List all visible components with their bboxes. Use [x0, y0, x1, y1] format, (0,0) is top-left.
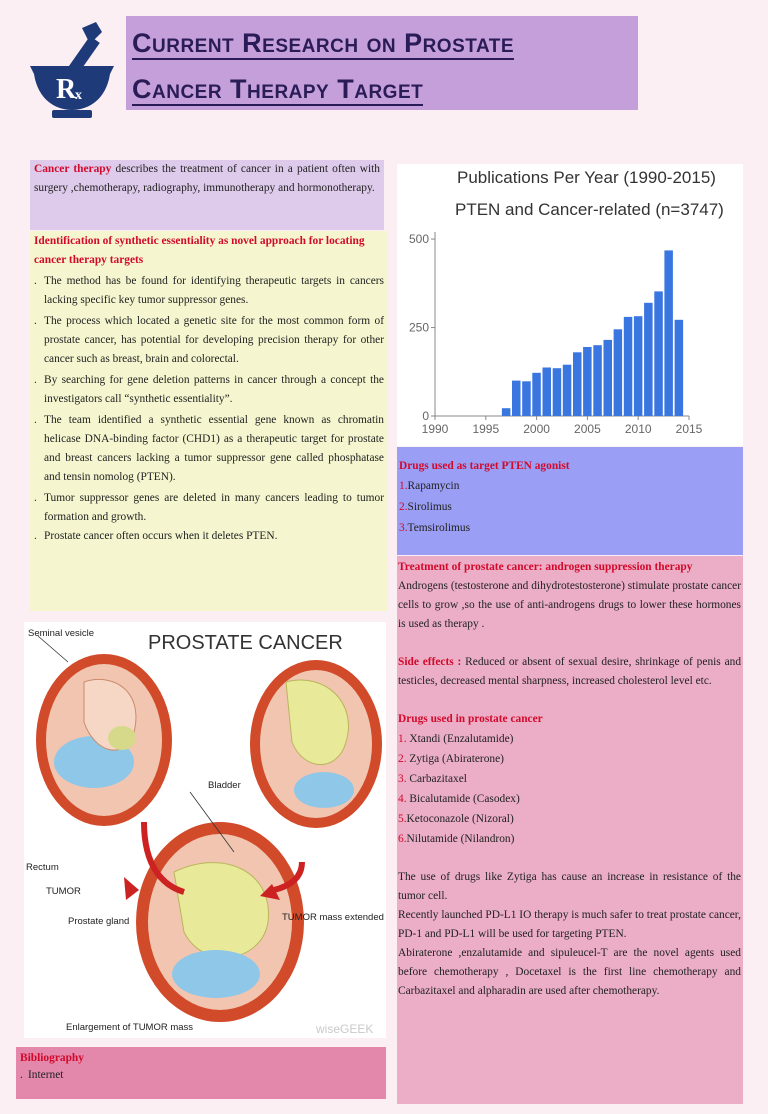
para-2: Recently launched PD-L1 IO therapy is much safer to treat prostate cancer, PD-1 and PD-L1 will be used for targeting PTEN. — [398, 909, 741, 940]
synthetic-heading: Identification of synthetic essentiality as novel approach for locating cancer therapy targets — [34, 235, 365, 266]
drug-item: 2. Zytiga (Abiraterone) — [398, 753, 504, 765]
watermark: wiseGEEK — [316, 1022, 374, 1036]
intro-box — [30, 160, 384, 230]
title-line-1: Current Research on Prostate — [132, 28, 515, 58]
chart-title: Publications Per Year (1990-2015) — [457, 168, 716, 187]
chart-bar — [553, 368, 562, 416]
title-line-2: Cancer Therapy Target — [132, 74, 424, 104]
rx-logo — [22, 22, 122, 122]
chart-bar — [654, 291, 663, 416]
para-3: Abiraterone ,enzalutamide and sipuleucel-T are the novel agents used before chemotherapy , Docetaxel is the first line chemotherapy and Carbazitaxel and alpharadin are used after chemotherapy. — [398, 947, 741, 997]
x-tick-label: 2010 — [624, 422, 652, 436]
treatment-heading: Treatment of prostate cancer: androgen suppression therapy — [398, 561, 693, 573]
chart-bar — [543, 368, 552, 417]
title-banner — [126, 16, 638, 110]
x-tick-label: 1990 — [421, 422, 449, 436]
logo-letter: R — [56, 74, 77, 105]
label-gland: Prostate gland — [68, 916, 130, 927]
chart-bar — [604, 340, 613, 416]
y-tick-label: 0 — [422, 409, 429, 423]
publications-chart — [397, 164, 743, 446]
chart-bar — [583, 347, 592, 416]
treatment-text: Androgens (testosterone and dihydrotestosterone) stimulate prostate cancer cells to grow ,so the use of anti-androgens drugs to lower these hormones is used as therapy . — [398, 580, 741, 630]
drug-item: 3. Carbazitaxel — [398, 773, 467, 785]
drugs-heading: Drugs used in prostate cancer — [398, 713, 543, 725]
bullet-item: . The team identified a synthetic essential gene known as chromatin helicase DNA-binding factor (CHD1) as a therapeutic target for prostate and breast cancers lacking a tumor suppressor gene called phosphatase and tensin nomolog (PTEN). — [34, 414, 384, 483]
bibliography-heading: Bibliography — [20, 1052, 84, 1064]
y-tick-label: 500 — [408, 232, 429, 247]
illus-title: PROSTATE CANCER — [148, 632, 343, 654]
chart-bar — [634, 316, 643, 416]
logo-sub: x — [75, 88, 82, 103]
chart-bar — [624, 317, 633, 416]
x-tick-label: 1995 — [472, 422, 500, 436]
label-rectum: Rectum — [26, 862, 59, 873]
bullet-item: . Tumor suppressor genes are deleted in many cancers leading to tumor formation and growth. — [34, 492, 384, 523]
bullet-item: . The method has be found for identifying therapeutic targets in cancers lacking specific key tumor suppressor genes. — [34, 275, 384, 306]
label-tumor: TUMOR — [46, 886, 81, 897]
chart-bar — [644, 303, 653, 416]
bullet-item: . The process which located a genetic site for the most common form of prostate cancer, has potential for developing precision therapy for other cancer such as breast, brain and colorectal. — [34, 315, 384, 365]
para-1: The use of drugs like Zytiga has cause an increase in resistance of the tumor cell. — [398, 871, 741, 902]
drug-item: 1. Xtandi (Enzalutamide) — [398, 733, 514, 745]
bibliography-item: . Internet — [20, 1069, 64, 1081]
intro-text: describes the treatment of cancer in a patient often with surgery ,chemotherapy, radiography, immunotherapy and hormonotherapy. — [34, 163, 380, 194]
pten-item: 3.Temsirolimus — [399, 522, 471, 534]
chart-subtitle: PTEN and Cancer-related (n=3747) — [455, 200, 724, 219]
mortar-pestle-icon — [22, 22, 122, 122]
label-bladder: Bladder — [208, 780, 241, 791]
chart-bar — [532, 373, 541, 416]
chart-bar — [573, 352, 582, 416]
label-seminal: Seminal vesicle — [28, 628, 94, 639]
x-tick-label: 2005 — [574, 422, 601, 436]
synthetic-box — [30, 231, 388, 611]
chart-bar — [664, 250, 673, 416]
label-enlargement: Enlargement of TUMOR mass — [66, 1022, 194, 1033]
x-tick-label: 2015 — [675, 422, 703, 436]
y-tick-label: 250 — [408, 320, 429, 335]
prostate-illustration — [24, 622, 386, 1038]
drug-item: 4. Bicalutamide (Casodex) — [398, 793, 520, 805]
bullet-item: . Prostate cancer often occurs when it deletes PTEN. — [34, 530, 278, 542]
intro-term: Cancer therapy — [34, 163, 112, 175]
chart-bar — [563, 365, 572, 416]
pten-heading: Drugs used as target PTEN agonist — [399, 460, 570, 472]
chart-bar — [675, 320, 684, 416]
label-extended: TUMOR mass extended — [282, 912, 384, 923]
prostate-diagram — [24, 622, 386, 1038]
drug-item: 6.Nilutamide (Nilandron) — [398, 833, 515, 845]
drug-item: 5.Ketoconazole (Nizoral) — [398, 813, 514, 825]
chart-bar — [614, 329, 623, 416]
bullet-item: . By searching for gene deletion patterns in cancer through a concept the investigators call “synthetic essentiality”. — [34, 374, 384, 405]
chart-bar — [502, 408, 511, 416]
chart-bar — [522, 381, 531, 416]
chart-bar — [512, 381, 521, 416]
pten-item: 2.Sirolimus — [399, 501, 452, 513]
side-effects: Side effects : Reduced or absent of sexual desire, shrinkage of penis and testicles, decreased mental sharpness, increased cholesterol level etc. — [398, 656, 742, 687]
chart-bar — [593, 345, 602, 416]
bibliography-box — [16, 1047, 386, 1099]
x-tick-label: 2000 — [523, 422, 550, 436]
pten-box — [397, 447, 743, 555]
treatment-box — [397, 556, 743, 1104]
chart-plot — [397, 220, 743, 446]
pten-item: 1.Rapamycin — [399, 480, 460, 492]
